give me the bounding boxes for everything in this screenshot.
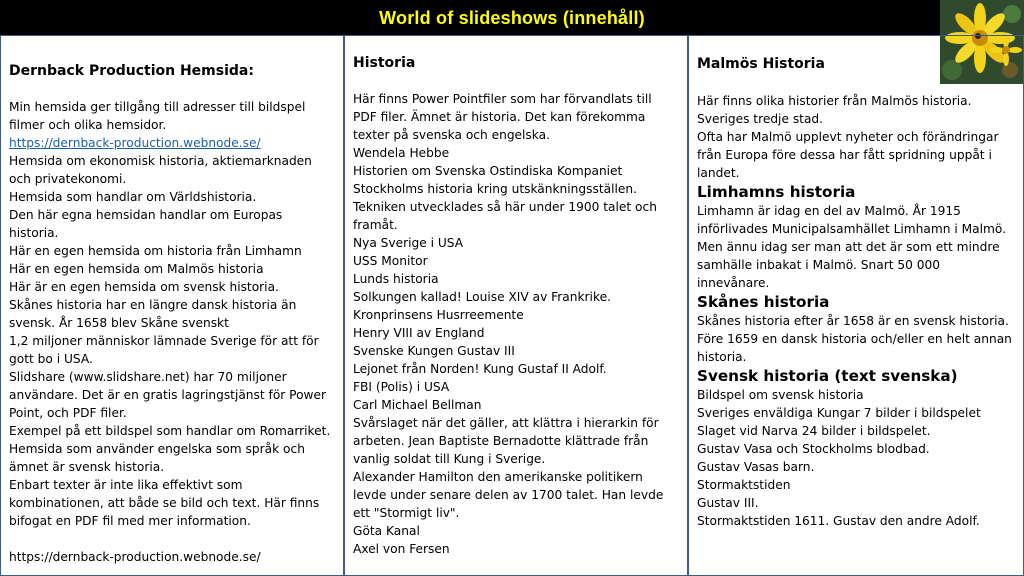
col2-line: Historien om Svenska Ostindiska Kompaniet — [353, 164, 623, 178]
col2-line: Solkungen kallad! Louise XIV av Frankrike. — [353, 290, 611, 304]
col2-line: FBI (Polis) i USA — [353, 380, 450, 394]
col2-line: Lejonet från Norden! Kung Gustaf II Adolf. — [353, 362, 607, 376]
col2-line: Axel von Fersen — [353, 542, 450, 556]
col1-line: Slidshare (www.slidshare.net) har 70 miljoner användare. Det är en gratis lagringstjänst för Power Point, och PDF filer. — [9, 370, 327, 420]
skane-heading: Skånes historia — [697, 293, 830, 311]
col2-line: Wendela Hebbe — [353, 146, 450, 160]
col2-line: Nya Sverige i USA — [353, 236, 464, 250]
col2-line: Alexander Hamilton den amerikanske politikern levde under senare delen av 1700 talet. Han levde ett "Stormigt liv". — [353, 470, 664, 520]
col1-line: Här en egen hemsida om historia från Limhamn — [9, 244, 302, 258]
col1-line: Hemsida som handlar om Världshistoria. — [9, 190, 257, 204]
col1-line: Här en egen hemsida om Malmös historia — [9, 262, 264, 276]
col1-heading: Dernback Production Hemsida: — [9, 63, 254, 79]
column-malmo-historia — [688, 35, 1024, 576]
svensk-line: Slaget vid Narva 24 bilder i bildspelet. — [697, 424, 931, 438]
svensk-line: Stormaktstiden 1611. Gustav den andre Adolf. — [697, 514, 980, 528]
col2-line: Göta Kanal — [353, 524, 420, 538]
homepage-link[interactable]: https://dernback-production.webnode.se/ — [9, 136, 261, 150]
svensk-line: Gustav Vasa och Stockholms blodbad. — [697, 442, 930, 456]
svensk-line: Gustav III. — [697, 496, 759, 510]
svensk-heading: Svensk historia (text svenska) — [697, 367, 958, 385]
column-dernback-production — [0, 35, 344, 576]
col2-line: USS Monitor — [353, 254, 428, 268]
col1-line: Enbart texter är inte lika effektivt som kombinationen, att både se bild och text. Här finns bifogat en PDF fil med mer information. — [9, 478, 320, 528]
col1-line: Hemsida som använder engelska som språk och ämnet är svensk historia. — [9, 442, 305, 474]
col2-line: Svårslaget när det gäller, att klättra i hierarkin för arbeten. Jean Baptiste Bernadotte klättrade från vanlig soldat till Kung i Sverige. — [353, 416, 659, 466]
svensk-line: Bildspel om svensk historia — [697, 388, 864, 402]
col3-intro-line: Här finns olika historier från Malmös historia. — [697, 94, 972, 108]
svensk-line: Stormaktstiden — [697, 478, 791, 492]
col1-line: Här är en egen hemsida om svensk historia. — [9, 280, 279, 294]
col1-line: Hemsida om ekonomisk historia, aktiemarknaden och privatekonomi. — [9, 154, 312, 186]
svensk-line: Sveriges enväldiga Kungar 7 bilder i bildspelet — [697, 406, 981, 420]
column-historia — [344, 35, 688, 576]
col3-intro-line: Sveriges tredje stad. — [697, 112, 824, 126]
col2-line: Carl Michael Bellman — [353, 398, 482, 412]
col1-line: Exempel på ett bildspel som handlar om Romarriket. — [9, 424, 331, 438]
col1-line: Skånes historia har en längre dansk historia än svensk. År 1658 blev Skåne svenskt — [9, 298, 297, 330]
limhamn-heading: Limhamns historia — [697, 183, 856, 201]
col3-intro-line: Ofta har Malmö upplevt nyheter och förändringar från Europa före dessa har fått spridning uppåt i landet. — [697, 130, 999, 180]
col1-intro: Min hemsida ger tillgång till adresser till bildspel filmer och olika hemsidor. — [9, 100, 306, 132]
skane-text: Skånes historia efter år 1658 är en svensk historia. Före 1659 en dansk historia och/eller en helt annan historia. — [697, 314, 1012, 364]
page-title: World of slideshows (innehåll) — [379, 7, 645, 28]
col2-line: Lunds historia — [353, 272, 439, 286]
col2-line: Kronprinsens Husrreemente — [353, 308, 524, 322]
col1-line: 1,2 miljoner människor lämnade Sverige för att för gott bo i USA. — [9, 334, 319, 366]
col3-heading: Malmös Historia — [697, 56, 825, 72]
svensk-line: Gustav Vasas barn. — [697, 460, 815, 474]
col2-line: Tekniken utvecklades så här under 1900 talet och framåt. — [353, 200, 657, 232]
col2-line: Stockholms historia kring utskänkningsställen. — [353, 182, 637, 196]
col2-line: Svenske Kungen Gustav III — [353, 344, 515, 358]
col2-heading: Historia — [353, 55, 416, 71]
footer-url: https://dernback-production.webnode.se/ — [9, 550, 261, 564]
limhamn-text: Limhamn är idag en del av Malmö. År 1915 införlivades Municipalsamhället Limhamn i Malmö. Men ännu idag ser man att det är som ett mindre samhälle inbakat i Malmö. Snart 50 000 innevånare. — [697, 204, 1006, 290]
col2-line: Henry VIII av England — [353, 326, 485, 340]
title-bar — [0, 0, 1024, 36]
col1-line: Den här egna hemsidan handlar om Europas historia. — [9, 208, 283, 240]
col2-line: Här finns Power Pointfiler som har förvandlats till PDF filer. Ämnet är historia. Det kan förekomma texter på svenska och engelska. — [353, 92, 652, 142]
